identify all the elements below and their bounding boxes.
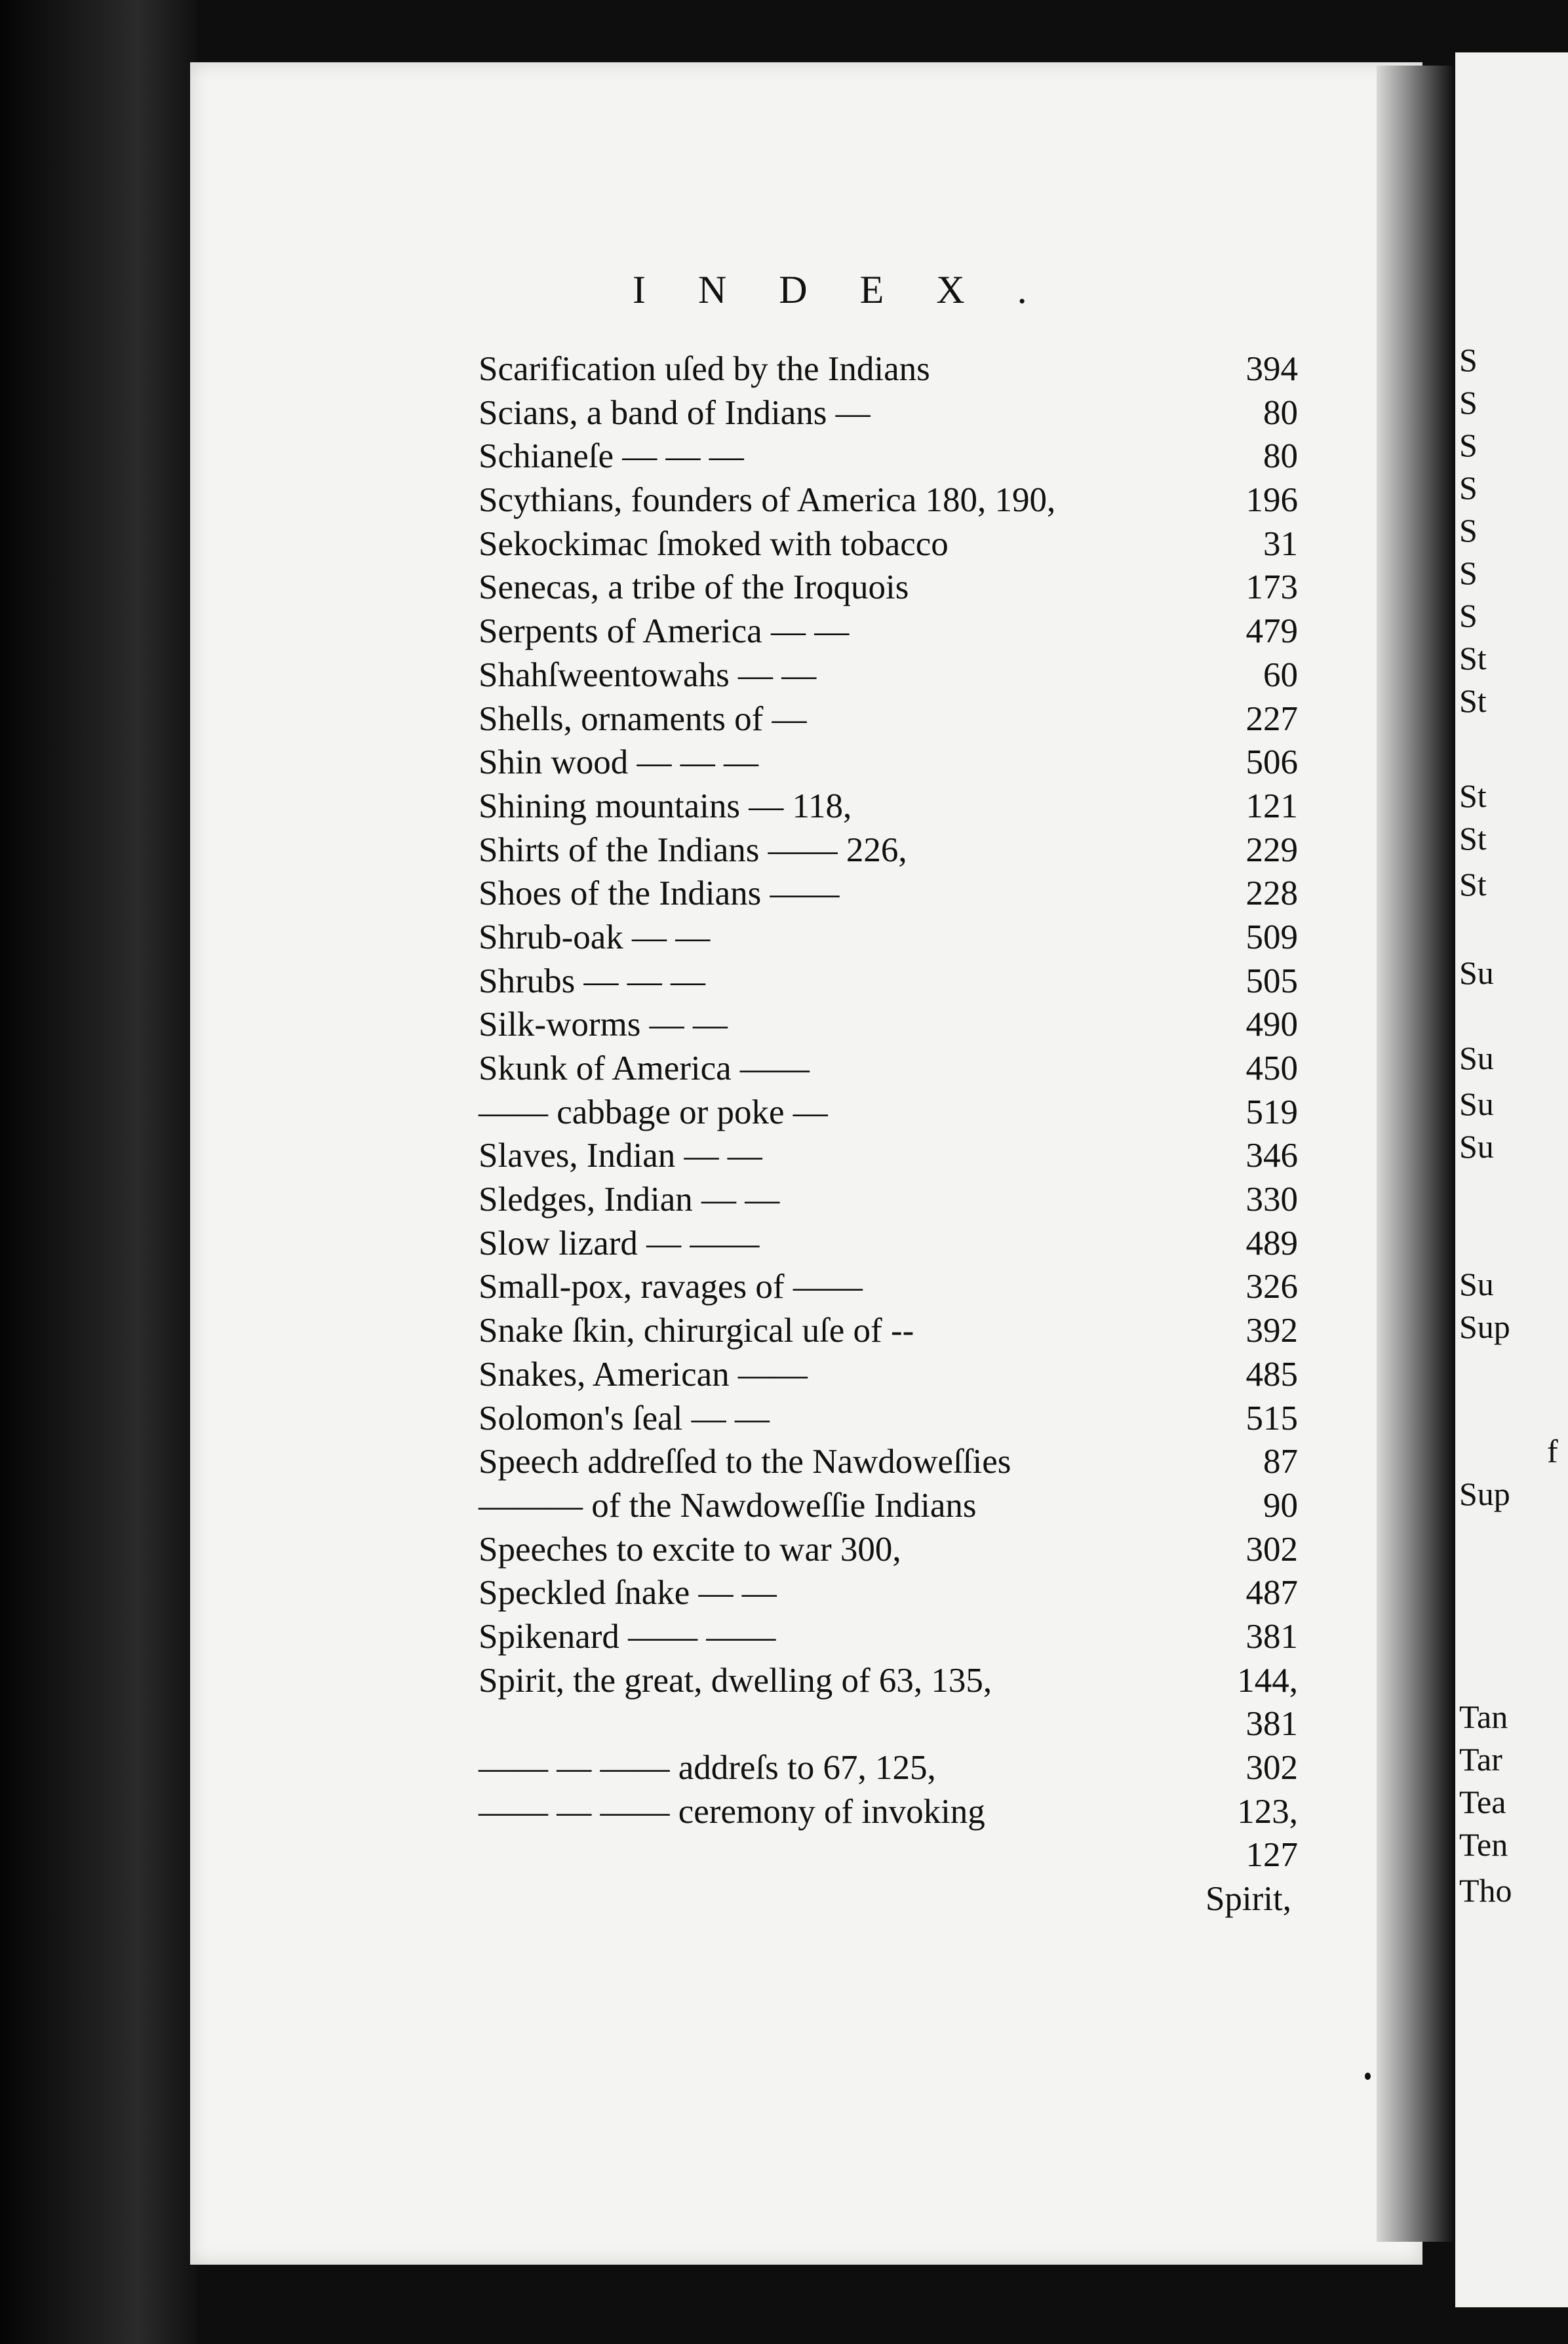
facing-fragment: St bbox=[1459, 866, 1487, 903]
entry-text: Solomon's ſeal — — bbox=[479, 1399, 770, 1437]
facing-fragment: Tea bbox=[1459, 1784, 1506, 1820]
entry-pages: 227 bbox=[1245, 699, 1298, 738]
facing-fragment: Su bbox=[1459, 1040, 1494, 1076]
index-entry bbox=[479, 522, 1298, 566]
entry-pages: 123, bbox=[1237, 1792, 1298, 1831]
facing-fragment: Tho bbox=[1459, 1872, 1512, 1909]
entry-pages: 381 bbox=[1245, 1617, 1298, 1656]
entry-text: Snakes, American —— bbox=[479, 1355, 808, 1394]
facing-fragment: Sup bbox=[1459, 1475, 1510, 1512]
index-entry bbox=[479, 1790, 1298, 1834]
entry-pages: 479 bbox=[1245, 612, 1298, 651]
index-entry bbox=[479, 1003, 1298, 1047]
entry-text: Skunk of America —— bbox=[479, 1049, 810, 1087]
book-gutter bbox=[1377, 66, 1455, 2242]
index-entry bbox=[479, 785, 1298, 829]
entry-text: Snake ſkin, chirurgical uſe of -- bbox=[479, 1312, 914, 1350]
index-entry bbox=[479, 1353, 1298, 1397]
entry-text: Schianeſe — — — bbox=[479, 437, 744, 476]
entry-text: Spirit, the great, dwelling of 63, 135, bbox=[479, 1661, 992, 1700]
facing-fragment: Sup bbox=[1459, 1308, 1510, 1345]
index-entry bbox=[479, 1484, 1298, 1528]
facing-fragment: Tan bbox=[1459, 1698, 1508, 1735]
index-entry bbox=[479, 479, 1298, 522]
facing-fragment: S bbox=[1459, 384, 1478, 421]
entry-text: Shells, ornaments of — bbox=[479, 699, 807, 738]
index-entry bbox=[479, 1746, 1298, 1790]
index-entry bbox=[479, 1397, 1298, 1441]
entry-pages: 90 bbox=[1263, 1486, 1298, 1525]
index-entry bbox=[479, 829, 1298, 872]
index-entry bbox=[479, 1091, 1298, 1135]
facing-fragment: S bbox=[1459, 597, 1478, 634]
entry-text: Scythians, founders of America 180, 190, bbox=[479, 481, 1056, 520]
book-left-edge bbox=[0, 0, 197, 2344]
index-entry bbox=[479, 435, 1298, 479]
entry-text: Scarification uſed by the Indians bbox=[479, 350, 930, 388]
index-entries bbox=[479, 347, 1298, 1921]
entry-text: Shrub-oak — — bbox=[479, 918, 711, 956]
facing-fragment: St bbox=[1459, 820, 1487, 857]
entry-text: Spikenard —— —— bbox=[479, 1617, 776, 1656]
facing-fragment: Su bbox=[1459, 1085, 1494, 1122]
entry-pages: 509 bbox=[1245, 918, 1298, 956]
facing-fragment: Ten bbox=[1459, 1826, 1508, 1863]
index-entry bbox=[479, 1528, 1298, 1572]
facing-fragment: Tar bbox=[1459, 1741, 1502, 1778]
entry-pages: 489 bbox=[1245, 1224, 1298, 1262]
entry-pages: 330 bbox=[1245, 1181, 1298, 1219]
entry-pages: 490 bbox=[1245, 1006, 1298, 1044]
entry-pages: 87 bbox=[1263, 1443, 1298, 1481]
index-entry bbox=[479, 1309, 1298, 1353]
entry-pages: 505 bbox=[1245, 962, 1298, 1000]
facing-fragment: Su bbox=[1459, 954, 1494, 991]
entry-text: Shining mountains — 118, bbox=[479, 787, 852, 825]
index-entry bbox=[479, 697, 1298, 741]
index-entry bbox=[479, 1615, 1298, 1659]
entry-text: Slaves, Indian — — bbox=[479, 1137, 762, 1175]
entry-pages: 346 bbox=[1245, 1137, 1298, 1175]
entry-pages: 485 bbox=[1245, 1355, 1298, 1394]
entry-text: Speckled ſnake — — bbox=[479, 1574, 777, 1612]
catchword-row bbox=[479, 1877, 1298, 1921]
index-entry bbox=[479, 566, 1298, 610]
facing-fragment: S bbox=[1459, 427, 1478, 463]
entry-pages: 394 bbox=[1245, 350, 1298, 388]
index-entry bbox=[479, 1047, 1298, 1091]
facing-fragment: Su bbox=[1459, 1266, 1494, 1302]
entry-text: Sledges, Indian — — bbox=[479, 1181, 780, 1219]
facing-fragment: St bbox=[1459, 777, 1487, 814]
index-entry bbox=[479, 1659, 1298, 1703]
entry-pages: 450 bbox=[1245, 1049, 1298, 1087]
entry-pages: 31 bbox=[1263, 524, 1298, 563]
entry-pages: 127 bbox=[1245, 1836, 1298, 1875]
index-entry bbox=[479, 916, 1298, 960]
index-entry bbox=[479, 391, 1298, 435]
entry-text: Senecas, a tribe of the Iroquois bbox=[479, 568, 909, 607]
entry-pages: 515 bbox=[1245, 1399, 1298, 1437]
entry-text: —— — —— addreſs to 67, 125, bbox=[479, 1749, 936, 1787]
index-entry bbox=[479, 960, 1298, 1004]
entry-pages: 80 bbox=[1263, 437, 1298, 476]
index-entry bbox=[479, 1571, 1298, 1615]
entry-pages: 487 bbox=[1245, 1574, 1298, 1612]
index-entry bbox=[479, 654, 1298, 697]
index-entry bbox=[479, 1222, 1298, 1266]
entry-pages: 173 bbox=[1245, 568, 1298, 607]
entry-pages: 228 bbox=[1245, 874, 1298, 913]
entry-text: Silk-worms — — bbox=[479, 1006, 728, 1044]
entry-pages: 392 bbox=[1245, 1312, 1298, 1350]
entry-text: Small-pox, ravages of —— bbox=[479, 1268, 863, 1306]
entry-pages: 229 bbox=[1245, 830, 1298, 869]
entry-pages: 381 bbox=[1245, 1705, 1298, 1744]
index-entry bbox=[479, 741, 1298, 785]
entry-pages: 506 bbox=[1245, 743, 1298, 782]
facing-fragment: St bbox=[1459, 682, 1487, 719]
facing-fragment: S bbox=[1459, 342, 1478, 378]
index-entry bbox=[479, 1178, 1298, 1222]
entry-pages: 302 bbox=[1245, 1749, 1298, 1787]
entry-text: Speeches to excite to war 300, bbox=[479, 1530, 901, 1569]
entry-pages: 196 bbox=[1245, 481, 1298, 520]
entry-text: Shoes of the Indians —— bbox=[479, 874, 840, 913]
entry-pages: 302 bbox=[1245, 1530, 1298, 1569]
entry-pages: 60 bbox=[1263, 655, 1298, 694]
facing-fragment: S bbox=[1459, 469, 1478, 506]
page-title: INDEX. bbox=[633, 268, 1080, 311]
entry-pages: 519 bbox=[1245, 1093, 1298, 1131]
facing-fragment: S bbox=[1459, 555, 1478, 591]
facing-page-fragment bbox=[1455, 52, 1568, 2307]
entry-text: Slow lizard — —— bbox=[479, 1224, 760, 1262]
entry-text: —— — —— ceremony of invoking bbox=[479, 1792, 985, 1831]
index-entry bbox=[479, 1265, 1298, 1309]
entry-text: Shahſweentowahs — — bbox=[479, 655, 817, 694]
index-entry bbox=[479, 347, 1298, 391]
entry-pages: 144, bbox=[1237, 1661, 1298, 1700]
entry-pages: 326 bbox=[1245, 1268, 1298, 1306]
entry-text: Sekockimac ſmoked with tobacco bbox=[479, 524, 949, 563]
entry-text: Shirts of the Indians —— 226, bbox=[479, 830, 907, 869]
entry-text: Shrubs — — — bbox=[479, 962, 706, 1000]
entry-pages: 121 bbox=[1245, 787, 1298, 825]
entry-text: Speech addreſſed to the Nawdoweſſies bbox=[479, 1443, 1011, 1481]
entry-text: Shin wood — — — bbox=[479, 743, 758, 782]
index-entry bbox=[479, 1702, 1298, 1746]
facing-fragment: S bbox=[1459, 512, 1478, 549]
index-entry bbox=[479, 1833, 1298, 1877]
index-entry bbox=[479, 872, 1298, 916]
index-entry bbox=[479, 1134, 1298, 1178]
entry-text: —— cabbage or poke — bbox=[479, 1093, 828, 1131]
entry-text: Scians, a band of Indians — bbox=[479, 393, 871, 432]
entry-text: Serpents of America — — bbox=[479, 612, 850, 651]
entry-text: ——— of the Nawdoweſſie Indians bbox=[479, 1486, 977, 1525]
facing-fragment: f bbox=[1547, 1433, 1558, 1470]
facing-fragment: Su bbox=[1459, 1128, 1494, 1165]
entry-pages: 80 bbox=[1263, 393, 1298, 432]
index-entry bbox=[479, 610, 1298, 654]
facing-fragment: St bbox=[1459, 640, 1487, 676]
index-entry bbox=[479, 1440, 1298, 1484]
ink-dot bbox=[1365, 2073, 1371, 2080]
catchword: Spirit, bbox=[1205, 1880, 1291, 1919]
